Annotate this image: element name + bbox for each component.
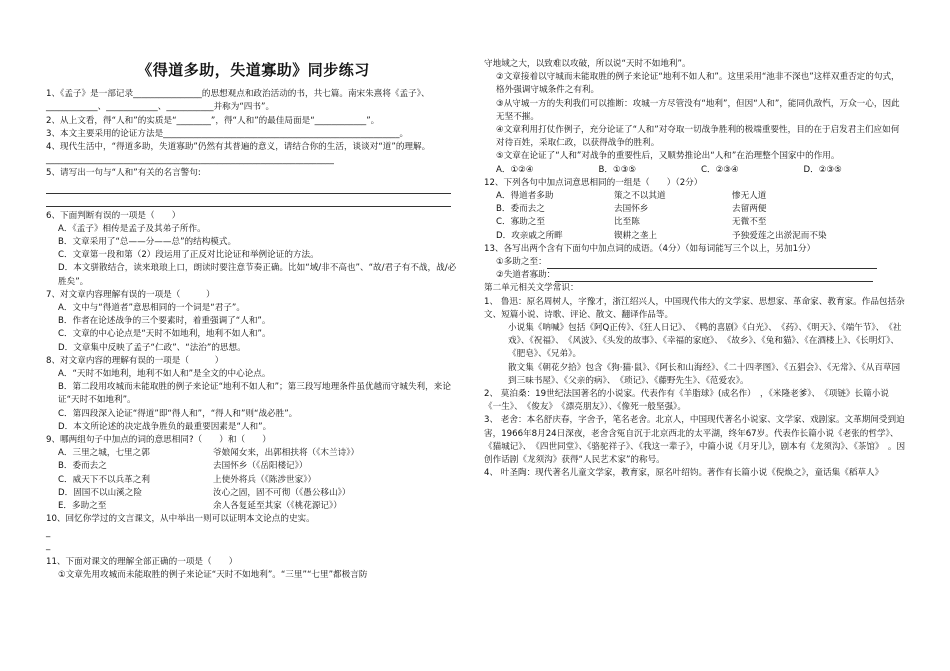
q12-row: D．攻亲戚之所畔 锲耕之垄上 予独爱莲之出淤泥而不染 xyxy=(496,230,827,241)
answer-line xyxy=(46,181,451,194)
q13-item: ①多助之至： xyxy=(484,256,906,269)
question-13: 13、各写出两个含有下面句中加点词的成语。（4分）（如每词能写三个以上，另加1分） xyxy=(484,243,816,254)
q9-row: C．威天下不以兵革之利 上使外将兵（《陈涉世家》） xyxy=(58,474,317,485)
answer-line xyxy=(46,194,451,207)
q12-row: A．得道者多助 策之不以其道 惨无人道 xyxy=(496,191,767,202)
option: A．文中与“得道者”意思相同的一个词是“君子”。 xyxy=(58,303,245,314)
left-column xyxy=(46,0,461,582)
answer-mark: _ xyxy=(46,540,51,551)
knowledge-1-essays: 散文集《朝花夕拾》包含《狗·猫·鼠》、《阿长和山海经》、《二十四孝图》、《五猖会》、《无常》、《从百草园到三味书屋》、《父亲的病》、 《琐记》、《藤野先生》、《范爱农》。 xyxy=(508,362,901,386)
q11-item-cont: 守地域之大，以致难以攻破，所以说“天时不如地利”。 xyxy=(484,59,691,69)
option: D．本文所论述的决定战争胜负的最重要因素是“人和”。 xyxy=(58,421,272,432)
option: C．文章的中心论点是“天时不如地利，地利不如人和”。 xyxy=(58,329,271,340)
q11-item: ⑤文章在论证了“人和”对战争的重要性后，又顺势推论出“人和”在治理整个国家中的作用。 xyxy=(496,151,840,162)
question-8: 8、对文章内容的理解有误的一项是（ ） xyxy=(46,355,224,366)
question-5: 5、请写出一句与“人和”有关的名言警句: xyxy=(46,168,201,179)
page-title: 《得道多助，失道寡助》同步练习 xyxy=(137,61,370,79)
q11-options: A．①②④ B．①③⑤ C．②③④ D．②③⑤ xyxy=(496,164,842,175)
section-heading: 第二单元相关文学常识： xyxy=(484,283,579,294)
option: A．“天时不如地利，地利不如人和”是全文的中心论点。 xyxy=(58,369,271,380)
right-column xyxy=(484,58,906,481)
option: D．文章集中反映了孟子“仁政”、“法治”的思想。 xyxy=(58,342,246,353)
question-6: 6、下面判断有误的一项是（ ） xyxy=(46,210,181,221)
q11-item: ④文章利用打仗作例子，充分论证了“人和”对夺取一切战争胜利的极端重要性，目的在于启发君主们应如何对待百姓，采取仁政，以获得战争的胜利。 xyxy=(496,125,900,149)
option: B．第二段用攻城而未能取胜的例子来论证“地利不如人和”；第三段写地理条件虽优越而守城失利，来论证“天时不如地利”。 xyxy=(58,382,451,406)
option: B．作者在论述战争的三个要素时，着重强调了“人和”。 xyxy=(58,316,271,327)
question-12: 12、下列各句中加点词意思相同的一组是（ ）（2分） xyxy=(484,177,703,188)
knowledge-4: 4、 叶圣陶：现代著名儿童文学家，教育家，原名叶绍钧。著作有长篇小说《倪焕之》，童话集《稻草人》 xyxy=(484,468,884,479)
knowledge-3: 3、 老舍：本名舒庆春，字舍予，笔名老舍。北京人，中国现代著名小说家、文学家、戏剧家。文革期间受到迫害，1966年8月24日深夜，老舍含冤自沉于北京西北的太平湖，终年67岁。代表作长篇小说《老张的哲学》、《猫城记》、 《四世同堂》、《骆驼祥子》、《我这一辈子》，中篇小说《月牙儿》，剧本有《龙须沟》、《茶馆》 。因创作话剧《龙须沟》获得“人民艺术家”的称号。 xyxy=(484,415,906,466)
question-1: 1、《孟子》是一部记录________________的思想观点和政治活动的书，共七篇。南宋朱熹将《孟子》、____________、____________、___________并称为“四书”。 xyxy=(46,89,430,113)
q9-row: D．固国不以山溪之险 汝心之固，固不可彻（《愚公移山》） xyxy=(58,487,351,498)
question-9: 9、哪两组句子中加点的词的意思相同?（ ）和（ ） xyxy=(46,435,271,446)
knowledge-2: 2、 莫泊桑：19世纪法国著名的小说家。代表作有《羊脂球》(成名作） ，《米隆老爹》、 《项链》长篇小说《一生》、 《俊友》 《漂亮朋友》）、《像死一般坚强》。 xyxy=(484,389,889,413)
question-11: 11、下面对课文的理解全部正确的一项是（ ） xyxy=(46,556,238,567)
question-10: 10、回忆你学过的文言课文，从中举出一则可以证明本文论点的史实。 xyxy=(46,514,315,525)
option: C．文章第一段和第（2）段运用了正反对比论证和举例论证的方法。 xyxy=(58,250,319,261)
q12-row: B．委而去之 去国怀乡 去留两便 xyxy=(496,204,767,215)
option: D．本文骈散结合，读来琅琅上口，朗读时要注意节奏正确。比如“域/非不高也”、“故/君子有不战，战/必胜矣”。 xyxy=(58,263,457,287)
q9-row: E．多助之至 余人各复延至其家（《桃花源记》） xyxy=(58,501,342,512)
question-7: 7、对文章内容理解有误的一项是（ ） xyxy=(46,289,215,300)
q11-item: ③从守城一方的失利我们可以推断：攻城一方尽管没有“地利”，但因“人和”，能同仇敌忾，万众一心，因此无坚不摧。 xyxy=(496,98,900,122)
knowledge-1: 1、 鲁迅：原名周树人，字豫才，浙江绍兴人，中国现代伟大的文学家、思想家、革命家、教育家。作品包括杂文、短篇小说、诗歌、评论、散文、翻译作品等。 xyxy=(484,296,905,320)
q11-item: ①文章先用攻城而未能取胜的例子来论证“天时不如地利”。“三里”“七里”都极言防 xyxy=(58,570,368,581)
q12-row: C．寡助之至 比至陈 无微不至 xyxy=(496,217,767,228)
q9-row: B．委而去之 去国怀乡（《岳阳楼记》） xyxy=(58,461,308,472)
q13-item: ②失道者寡助： xyxy=(484,269,906,282)
knowledge-1-novels: 小说集《呐喊》包括《阿Q正传》、《狂人日记》、 《鸭的喜剧》《白光》、 《药》、《明天》、《端午节》、 《社戏》、《祝福》、 《风波》、《头发的故事》、《幸福的家庭》、 《故乡》、《兔和猫》、《在酒楼上》、《长明灯》、《肥皂》、《兄弟》。 xyxy=(508,323,902,360)
question-3: 3、本文主要采用的论证方法是_______________________________________________________。 xyxy=(46,128,409,139)
answer-mark: _ xyxy=(46,527,51,538)
option: C．第四段深入论证“得道”即“得人和”，“得人和”则“战必胜”。 xyxy=(58,408,298,419)
option: B．文章采用了“总——分——总”的结构模式。 xyxy=(58,237,237,248)
option: A．《孟子》相传是孟子及其弟子所作。 xyxy=(58,223,206,234)
q11-item: ②文章接着以守城而未能取胜的例子来论证“地利不如人和”。这里采用“池非不深也”这样双重否定的句式，格外强调守城条件之有利。 xyxy=(496,72,900,96)
q9-row: A．三里之城，七里之郭 爷娘闻女来，出郭相扶将（《木兰诗》） xyxy=(58,448,360,459)
question-4: 4、现代生活中，“得道多助，失道寡助”仍然有其普遍的意义，请结合你的生活，谈谈对“道”的理解。___________________________________________________________________ xyxy=(46,142,431,166)
question-2: 2、从上文看，得“人和”的实质是“________”，得“人和”的最佳局面是“____________”。 xyxy=(46,115,380,126)
